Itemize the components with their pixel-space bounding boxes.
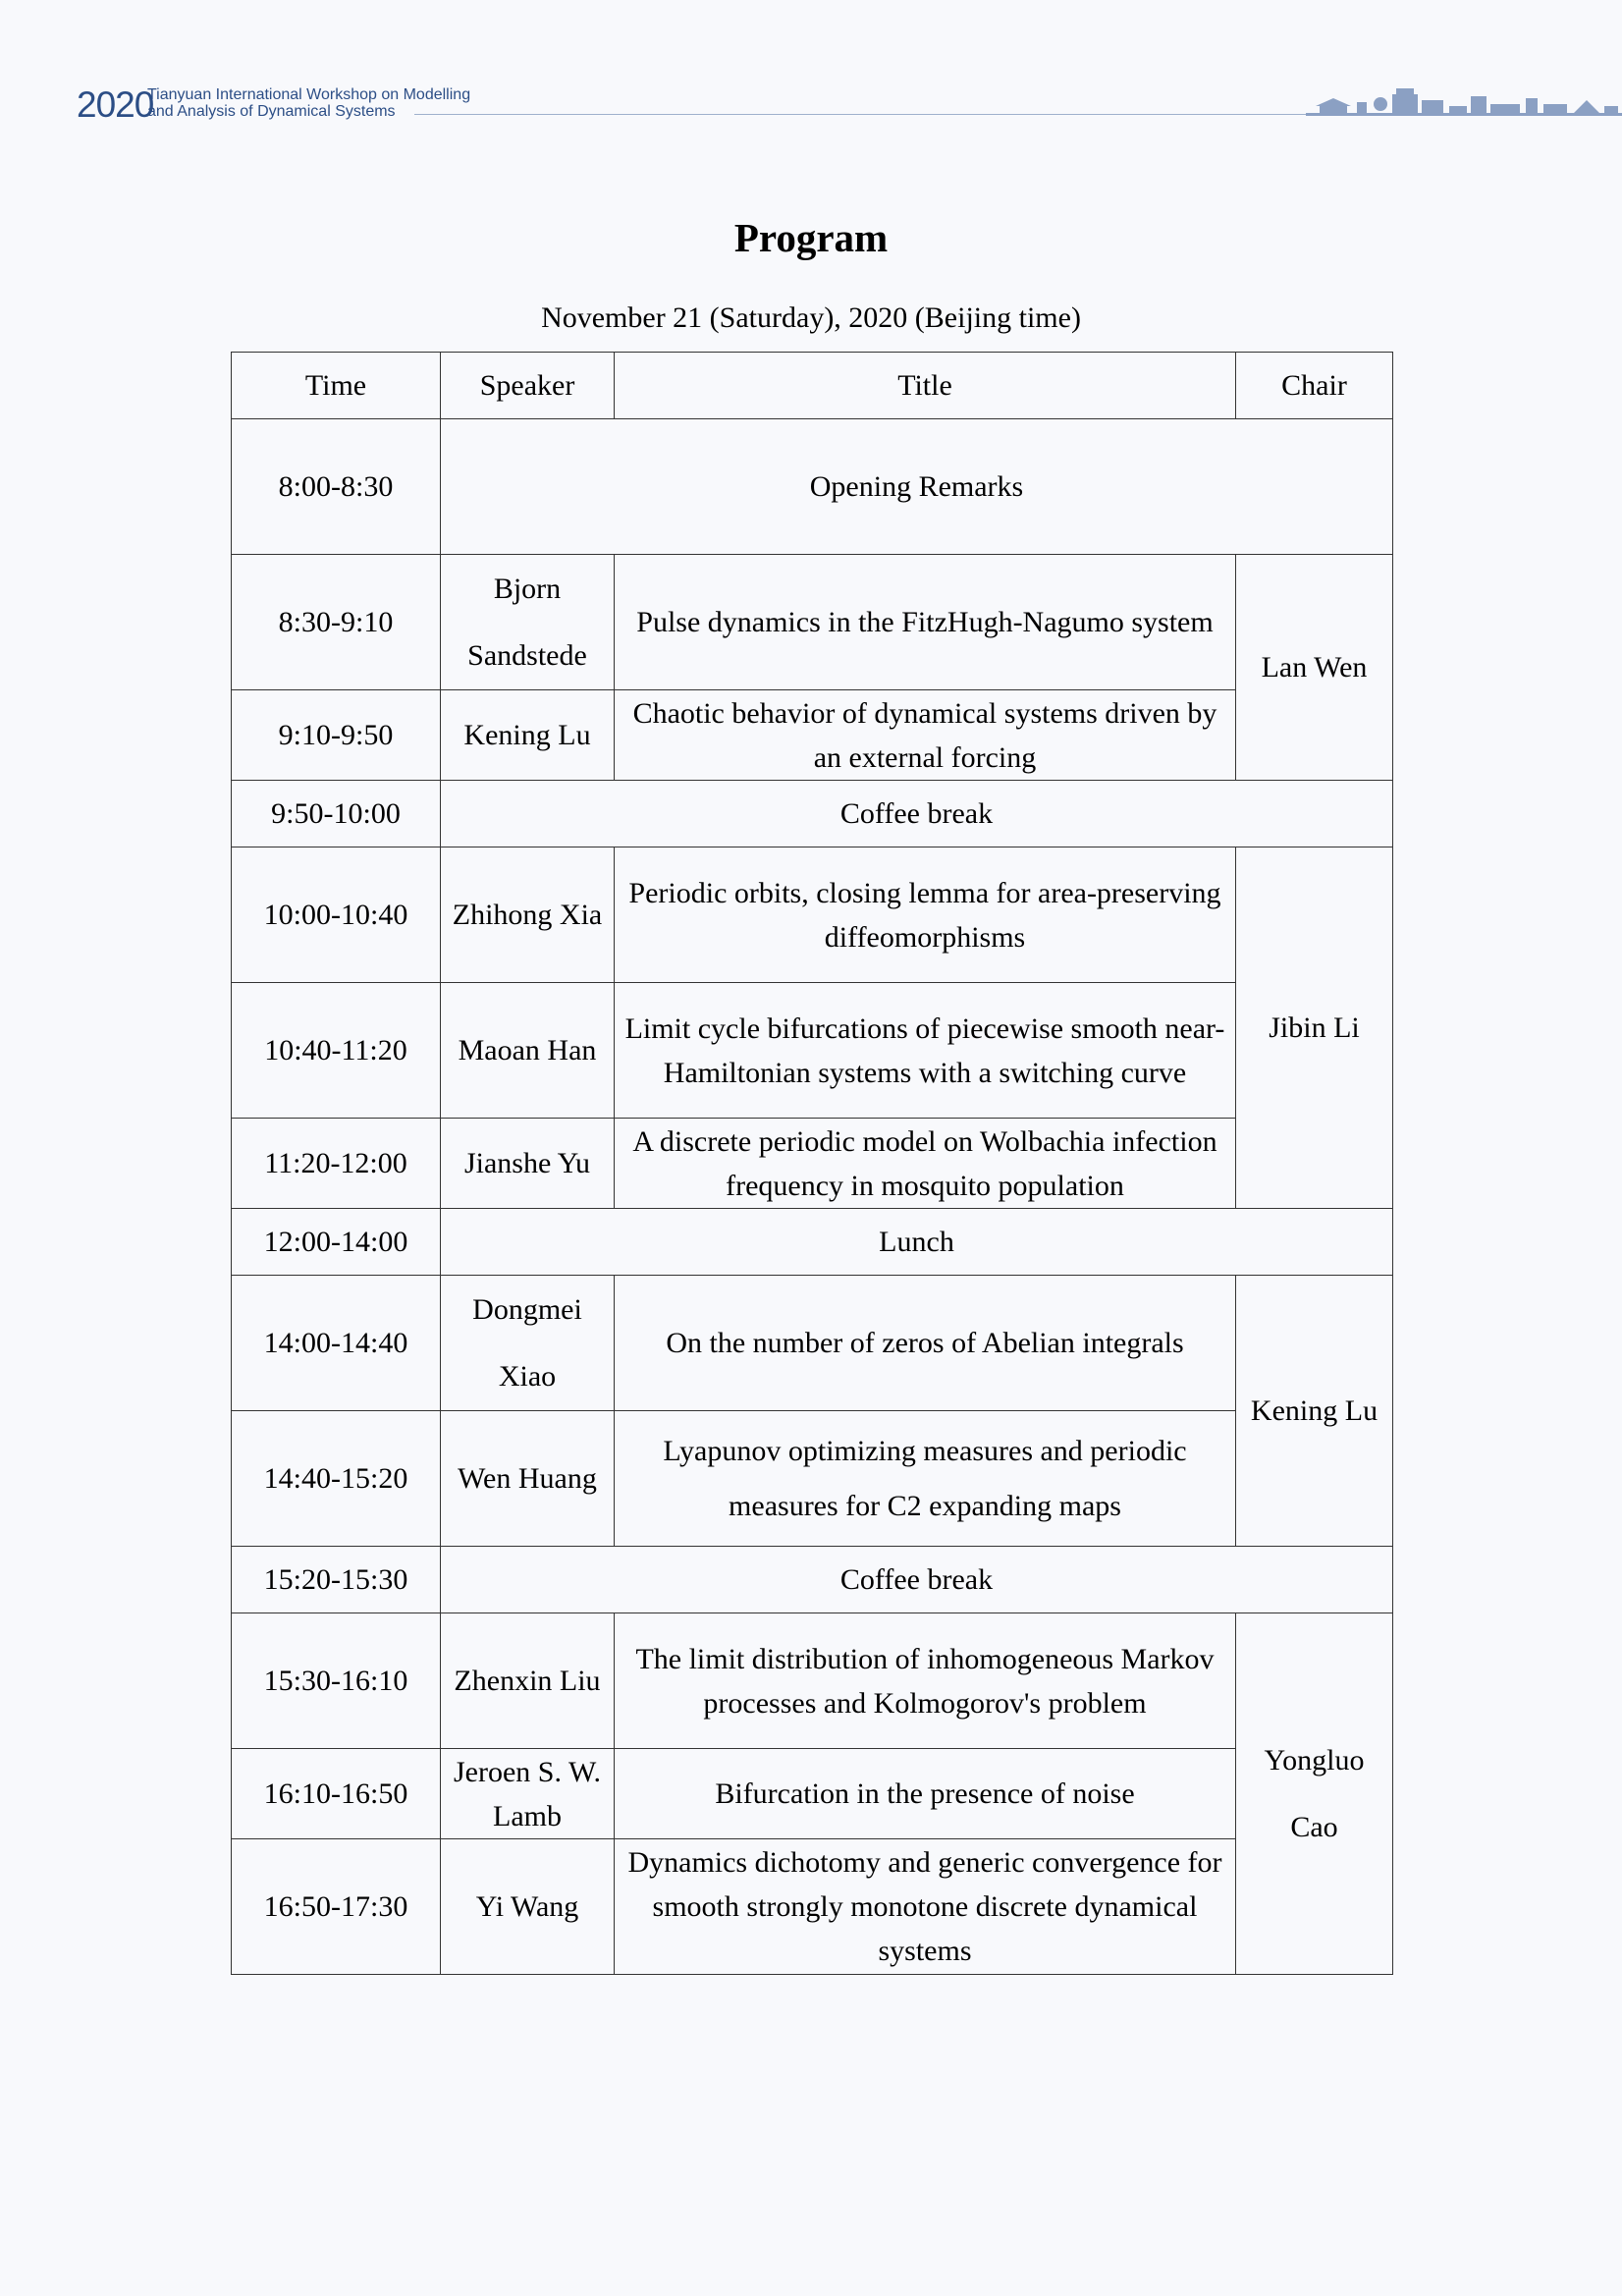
talk-title: Chaotic behavior of dynamical systems driven by an external forcing <box>615 690 1236 781</box>
talk-time: 8:30-9:10 <box>232 555 441 690</box>
lunch-break: Lunch <box>441 1209 1393 1276</box>
talk-time: 16:50-17:30 <box>232 1839 441 1975</box>
table-row-opening <box>232 419 1393 555</box>
campus-skyline-icon <box>1306 82 1622 122</box>
talk-speaker: Kening Lu <box>441 690 615 781</box>
table-row-break <box>232 1547 1393 1613</box>
table-row <box>232 1749 1393 1839</box>
session-chair: Kening Lu <box>1236 1276 1393 1547</box>
session-chair: Lan Wen <box>1236 555 1393 781</box>
table-row <box>232 690 1393 781</box>
header-year: 2020 <box>77 84 154 125</box>
workshop-header <box>77 82 1549 132</box>
session-time: 8:00-8:30 <box>232 419 441 555</box>
page-title: Program <box>733 215 889 260</box>
talk-title: Periodic orbits, closing lemma for area-preserving diffeomorphisms <box>615 847 1236 983</box>
talk-time: 16:10-16:50 <box>232 1749 441 1839</box>
talk-speaker: Maoan Han <box>441 983 615 1119</box>
talk-title: On the number of zeros of Abelian integrals <box>615 1276 1236 1411</box>
talk-title: A discrete periodic model on Wolbachia infection frequency in mosquito population <box>615 1119 1236 1209</box>
talk-speaker: Jeroen S. W. Lamb <box>441 1749 615 1839</box>
talk-title: Bifurcation in the presence of noise <box>615 1749 1236 1839</box>
talk-speaker: Dongmei Xiao <box>441 1276 615 1411</box>
coffee-break: Coffee break <box>441 781 1393 847</box>
coffee-break: Coffee break <box>441 1547 1393 1613</box>
talk-time: 11:20-12:00 <box>232 1119 441 1209</box>
table-row <box>232 1613 1393 1749</box>
talk-title: The limit distribution of inhomogeneous Markov processes and Kolmogorov's problem <box>615 1613 1236 1749</box>
talk-speaker: Yi Wang <box>441 1839 615 1975</box>
talk-speaker: Zhenxin Liu <box>441 1613 615 1749</box>
table-header-row <box>232 353 1393 419</box>
break-time: 9:50-10:00 <box>232 781 441 847</box>
talk-speaker: Jianshe Yu <box>441 1119 615 1209</box>
talk-time: 9:10-9:50 <box>232 690 441 781</box>
program-table <box>231 352 1393 1975</box>
talk-time: 10:00-10:40 <box>232 847 441 983</box>
table-row <box>232 847 1393 983</box>
table-row <box>232 983 1393 1119</box>
table-row-lunch <box>232 1209 1393 1276</box>
talk-time: 10:40-11:20 <box>232 983 441 1119</box>
opening-remarks: Opening Remarks <box>441 419 1393 555</box>
table-row <box>232 1839 1393 1975</box>
talk-speaker: Zhihong Xia <box>441 847 615 983</box>
talk-speaker: Wen Huang <box>441 1411 615 1547</box>
table-row <box>232 1411 1393 1547</box>
program-date: November 21 (Saturday), 2020 (Beijing time) <box>541 301 1081 334</box>
talk-speaker: Bjorn Sandstede <box>441 555 615 690</box>
column-header-speaker: Speaker <box>441 353 615 419</box>
table-row <box>232 555 1393 690</box>
header-title-line2: and Analysis of Dynamical Systems <box>147 103 396 120</box>
header-rule <box>414 114 1388 115</box>
session-chair: Yongluo Cao <box>1236 1613 1393 1975</box>
talk-time: 14:00-14:40 <box>232 1276 441 1411</box>
talk-title: Dynamics dichotomy and generic convergence for smooth strongly monotone discrete dynamical systems <box>615 1839 1236 1975</box>
table-row-break <box>232 781 1393 847</box>
column-header-time: Time <box>232 353 441 419</box>
talk-time: 14:40-15:20 <box>232 1411 441 1547</box>
session-chair: Jibin Li <box>1236 847 1393 1209</box>
table-row <box>232 1119 1393 1209</box>
column-header-title: Title <box>615 353 1236 419</box>
talk-title: Lyapunov optimizing measures and periodic measures for C2 expanding maps <box>615 1411 1236 1547</box>
header-title-line1: Tianyuan International Workshop on Modelling <box>147 86 471 103</box>
column-header-chair: Chair <box>1236 353 1393 419</box>
lunch-time: 12:00-14:00 <box>232 1209 441 1276</box>
talk-time: 15:30-16:10 <box>232 1613 441 1749</box>
talk-title: Pulse dynamics in the FitzHugh-Nagumo system <box>615 555 1236 690</box>
talk-title: Limit cycle bifurcations of piecewise smooth near-Hamiltonian systems with a switching curve <box>615 983 1236 1119</box>
break-time: 15:20-15:30 <box>232 1547 441 1613</box>
table-row <box>232 1276 1393 1411</box>
